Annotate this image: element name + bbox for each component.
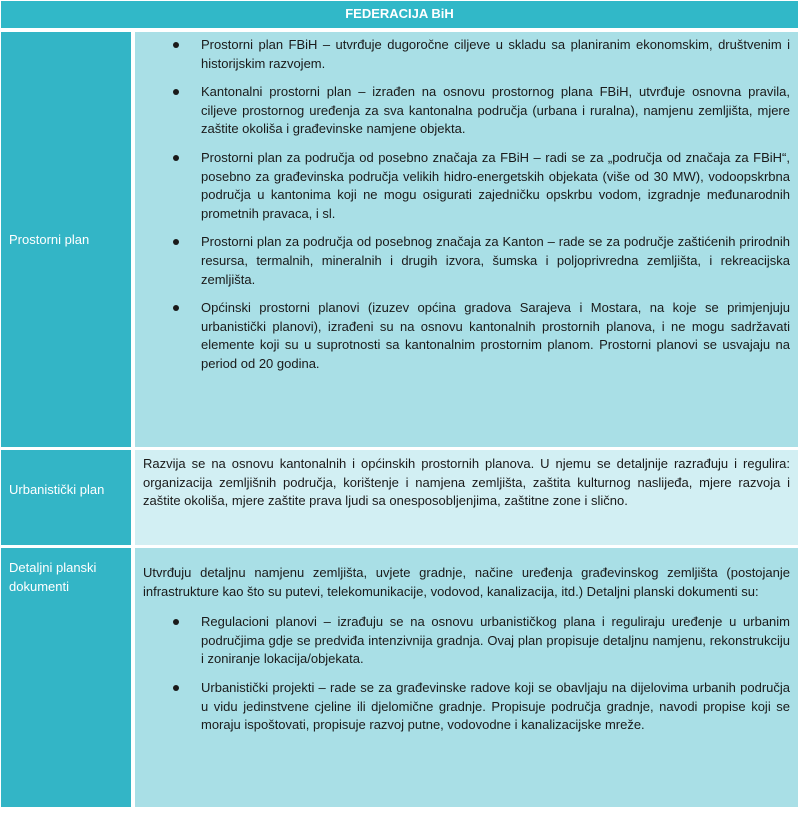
row-label-text: Detaljni planski dokumenti <box>9 560 97 594</box>
row-label-text: Urbanistički plan <box>9 482 105 497</box>
list-item: Regulacioni planovi – izrađuju se na osnovu urbanističkog plana i reguliraju uređenje u urbanim područjima gdje se predviđa intenzivnija gradnja. Ovaj plan propisuje detaljnu namjenu, rekonstrukciju i zoniranje lokacija/objekata. <box>135 613 798 669</box>
bullet-icon <box>173 619 179 625</box>
bullet-list <box>135 36 798 374</box>
row-label-detaljni-planski-dokumenti <box>1 548 135 810</box>
list-item: Kantonalni prostorni plan – izrađen na osnovu prostornog plana FBiH, utvrđuje osnovna pravila, ciljeve prostornog uređenja za sva kantonalna područja (urbana i ruralna), namjenu zemljišta, mjere zaštite okoliša i građevinske namjene objekta. <box>135 83 798 139</box>
row-content-detaljni-planski-dokumenti <box>135 548 798 810</box>
row-content-prostorni-plan <box>135 32 798 450</box>
paragraph: Razvija se na osnovu kantonalnih i općinskih prostornih planova. U njemu se detaljnije razrađuju i regulira: organizacija zemljišnih područja, korištenje i namjena zemljišta, zaštita kulturnog naslijeđa, mjere razvoja i zaštite okoliša, mjere zaštite prava ljudi sa onesposobljenjima, zaštitne zone i slično. <box>143 456 790 509</box>
bullet-list <box>135 613 798 735</box>
bullet-icon <box>173 305 179 311</box>
row-label-urbanisticki-plan <box>1 450 135 548</box>
table-header: FEDERACIJA BiH <box>1 1 798 32</box>
list-item: Prostorni plan FBiH – utvrđuje dugoročne ciljeve u skladu sa planiranim ekonomskim, društvenim i historijskim razvojem. <box>135 36 798 73</box>
paragraph: Utvrđuju detaljnu namjenu zemljišta, uvjete gradnje, načine uređenja građevinskog zemljišta (postojanje infrastrukture kao što su putevi, telekomunikacije, vodovod, kanalizacija, itd.) Detaljni planski dokumenti su: <box>143 565 790 599</box>
planning-table <box>1 1 798 810</box>
list-item: Prostorni plan za područja od posebnog značaja za Kanton – rade se za područje zaštićenih prirodnih resursa, termalnih, mineralnih i drugih izvora, šumska i poljoprivredna zemljišta, i rekreacijska zemljišta. <box>135 233 798 289</box>
bullet-icon <box>173 685 179 691</box>
row-label-prostorni-plan <box>1 32 135 450</box>
list-item: Prostorni plan za područja od posebno značaja za FBiH – radi se za „područja od značaja za FBiH“, posebno za građevinska područja velikih hidro-energetskih objekata (više od 30 MW), vodoopskrbna područja u kantonima koji ne mogu osigurati zajedničku opskrbu vodom, izgradnje međunarodnih prometnih pravaca, i sl. <box>135 149 798 223</box>
bullet-icon <box>173 42 179 48</box>
bullet-icon <box>173 239 179 245</box>
row-content-urbanisticki-plan <box>135 450 798 548</box>
bullet-icon <box>173 155 179 161</box>
bullet-icon <box>173 89 179 95</box>
list-item: Općinski prostorni planovi (izuzev općina gradova Sarajeva i Mostara, na koje se primjenjuju urbanistički planovi), izrađeni su na osnovu kantonalnih prostornih planova, i ne mogu sadržavati elemente koji su u suprotnosti sa kantonalnim prostornim planom. Prostorni planovi se usvajaju na period od 20 godina. <box>135 299 798 373</box>
row-label-text: Prostorni plan <box>9 232 90 247</box>
list-item: Urbanistički projekti – rade se za građevinske radove koji se obavljaju na dijelovima urbanih područja u vidu jedinstvene cjeline ili djelomične gradnje. Propisuje područja gradnje, navodi propise koji se moraju ispoštovati, propisuje razvoj putne, vodovodne i kanalizacijske mreže. <box>135 679 798 735</box>
